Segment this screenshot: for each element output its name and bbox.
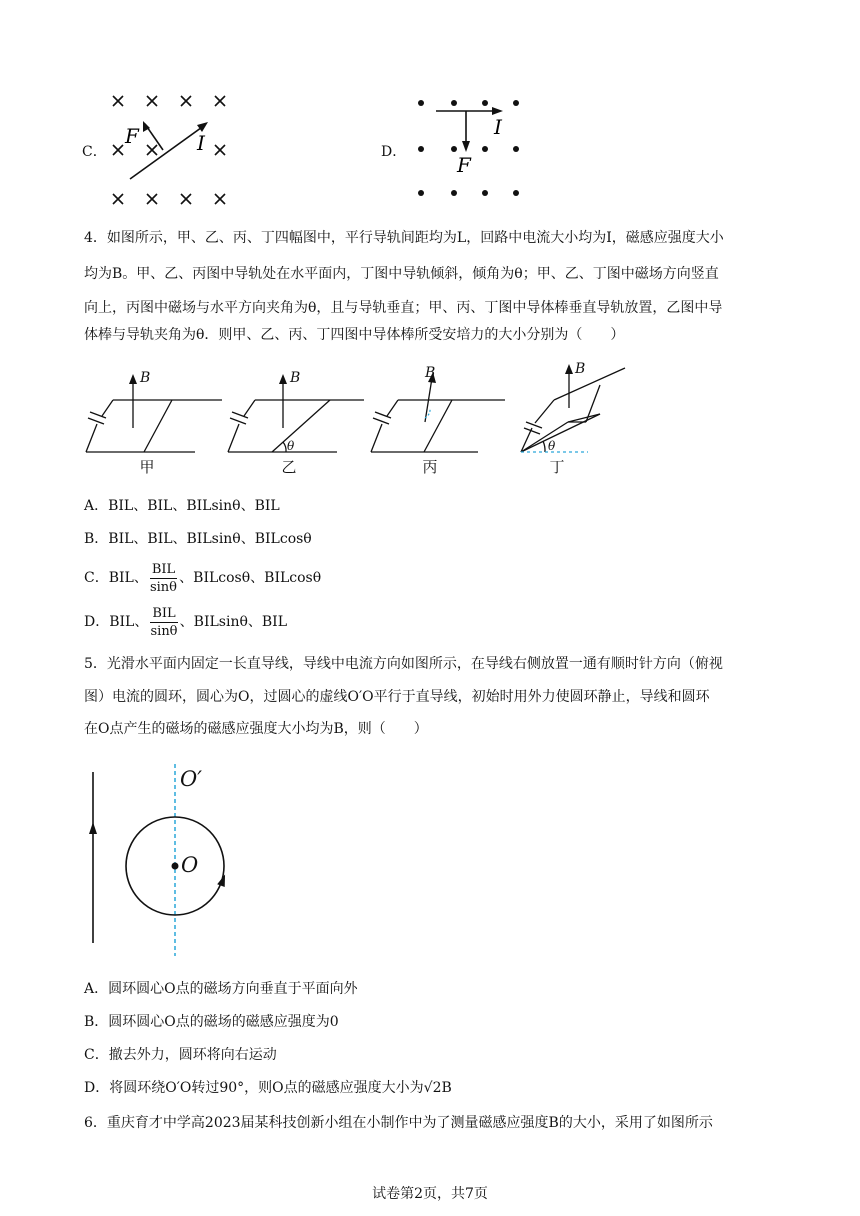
q4-stem-line-2: 均为B。甲、乙、丙图中导轨处在水平面内，丁图中导轨倾斜，倾角为θ；甲、乙、丁图中磁场方向竖直 <box>84 266 719 282</box>
q5-option-b[interactable]: B．圆环圆心O点的磁场的磁感应强度为0 <box>84 1014 339 1030</box>
axis-label-oprime: O′ <box>180 767 202 791</box>
q4-stem-line-4: 体棒与导轨夹角为θ．则甲、乙、丙、丁四图中导体棒所受安培力的大小分别为（ ） <box>84 327 625 343</box>
fraction-denominator: sinθ <box>149 579 177 595</box>
page-footer: 试卷第2页，共7页 <box>372 1186 488 1202</box>
field-label-bing: B <box>425 365 436 381</box>
angle-label-ding: θ <box>548 439 556 453</box>
q5-figure <box>80 760 260 960</box>
option-d-suffix: 、BILsinθ、BIL <box>179 614 288 630</box>
field-label-jia: B <box>140 370 151 386</box>
force-label: F <box>125 124 139 148</box>
q5-stem-line-3: 在O点产生的磁场的磁感应强度大小均为B，则（ ） <box>84 721 428 737</box>
q6-stem-line-1: 6．重庆育才中学高2023届某科技创新小组在小制作中为了测量磁感应强度B的大小，采用了如图所示 <box>84 1115 713 1131</box>
caption-jia: 甲 <box>139 458 155 476</box>
q4-option-d[interactable] <box>84 602 287 642</box>
current-arrow <box>89 822 97 834</box>
field-label-ding: B <box>575 361 586 377</box>
force-label: F <box>457 153 471 177</box>
q3-option-d-figure <box>410 90 535 205</box>
fraction-denominator: sinθ <box>150 623 178 639</box>
center-point <box>172 863 179 870</box>
q4-option-a[interactable]: A．BIL、BIL、BILsinθ、BIL <box>84 498 280 514</box>
angle-label-yi: θ <box>287 439 295 453</box>
figure-jia <box>86 380 222 452</box>
option-c-prefix: C．BIL、 <box>84 570 148 586</box>
center-label-o: O <box>181 853 199 877</box>
option-d-label: D． <box>381 144 407 160</box>
q5-option-a[interactable]: A．圆环圆心O点的磁场方向垂直于平面向外 <box>84 981 358 997</box>
q5-stem-line-2: 图）电流的圆环，圆心为O，过圆心的虚线O′O平行于直导线，初始时用外力使圆环静止，导线和圆环 <box>84 689 710 705</box>
figure-bing <box>371 378 505 452</box>
q5-option-c[interactable]: C．撤去外力，圆环将向右运动 <box>84 1047 277 1063</box>
option-d-prefix: D．BIL、 <box>84 614 149 630</box>
field-label-yi: B <box>290 370 301 386</box>
current-label: I <box>494 115 502 139</box>
option-c-label: C． <box>82 144 107 160</box>
q4-stem-line-3: 向上，丙图中磁场与水平方向夹角为θ，且与导轨垂直；甲、丙、丁图中导体棒垂直导轨放置，乙图中导 <box>84 300 723 316</box>
q4-option-b[interactable]: B．BIL、BIL、BILsinθ、BILcosθ <box>84 531 312 547</box>
fraction <box>150 561 177 596</box>
option-c-suffix: 、BILcosθ、BILcosθ <box>179 570 322 586</box>
option-d-value: √2B <box>423 1080 452 1096</box>
caption-yi: 乙 <box>281 458 297 476</box>
figure-ding <box>521 368 625 452</box>
q5-stem-line-1: 5．光滑水平面内固定一长直导线，导线中电流方向如图所示，在导线右侧放置一通有顺时针方向（俯视 <box>84 656 723 672</box>
figure-yi <box>228 380 364 452</box>
caption-bing: 丙 <box>422 458 438 476</box>
q5-option-d[interactable] <box>84 1078 452 1098</box>
q4-option-c[interactable] <box>84 558 321 598</box>
option-d-text: D．将圆环绕O′O转过90°，则O点的磁感应强度大小为 <box>84 1080 424 1096</box>
fraction-numerator: BIL <box>151 561 176 577</box>
caption-ding: 丁 <box>549 458 565 476</box>
fraction <box>150 605 177 640</box>
q3-option-c-figure <box>105 90 235 208</box>
fraction-numerator: BIL <box>152 605 176 621</box>
q4-figures <box>80 360 640 480</box>
current-label: I <box>197 131 205 155</box>
q4-stem-line-1: 4．如图所示，甲、乙、丙、丁四幅图中，平行导轨间距均为L，回路中电流大小均为I，磁感应强度大小 <box>84 230 724 246</box>
